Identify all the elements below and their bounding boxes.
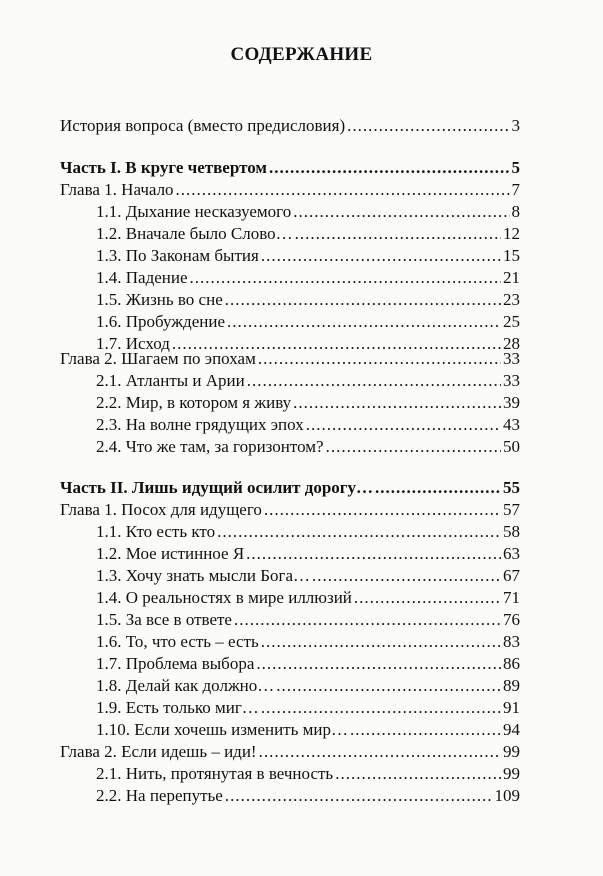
toc-page-number: 50 [503,437,520,456]
dot-leader [225,786,493,806]
dot-leader [246,544,501,564]
dot-leader [293,202,509,222]
toc-entry-label: 1.2. Вначале было Слово… [96,224,293,243]
toc-subentry [96,654,520,674]
toc-entry-label: 1.5. За все в ответе [96,610,232,629]
dot-leader [264,500,501,520]
dot-leader [247,371,501,391]
toc-page-number: 7 [511,180,520,199]
toc-entry-label: 1.5. Жизнь во сне [96,290,223,309]
toc-subentry [96,566,520,586]
dot-leader [293,393,501,413]
toc-entry-label: Глава 2. Если идешь – иди! [60,742,257,761]
toc-entry-label: Часть II. Лишь идущий осилит дорогу… [60,478,374,497]
toc-page-number: 99 [503,764,520,783]
toc-page-number: 67 [503,566,520,585]
toc-page-number: 39 [503,393,520,412]
toc-entry-label: 1.4. О реальностях в мире иллюзий [96,588,352,607]
toc-entry-label: 2.1. Нить, протянутая в вечность [96,764,334,783]
dot-leader [269,158,510,178]
toc-entry [60,180,520,200]
toc-page-number: 23 [503,290,520,309]
toc-entry-label: 1.7. Исход [96,334,170,353]
dot-leader [259,742,501,762]
toc-entry-label: 1.3. Хочу знать мысли Бога… [96,566,311,585]
toc-entry-label: 1.6. Пробуждение [96,312,225,331]
toc-page-number: 28 [503,334,520,353]
toc-page-number: 21 [503,268,520,287]
toc-entry-label: 1.1. Кто есть кто [96,522,216,541]
toc-subentry [96,588,520,608]
dot-leader [335,764,501,784]
dot-leader [306,415,501,435]
toc-page-number: 63 [503,544,520,563]
toc-page-number: 5 [511,158,520,177]
toc-entry-label: 1.1. Дыхание несказуемого [96,202,292,221]
toc-entry-label: 1.9. Есть только миг… [96,698,259,717]
dot-leader [261,698,501,718]
toc-page-number: 3 [511,116,520,135]
dot-leader [295,224,501,244]
toc-page-number: 58 [503,522,520,541]
toc-entry-label: 2.2. Мир, в котором я живу [96,393,292,412]
dot-leader [176,180,510,200]
toc-entry-label: Глава 2. Шагаем по эпохам [60,349,256,368]
toc-entry-label: 1.4. Падение [96,268,188,287]
toc-subentry [96,764,520,784]
dot-leader [190,268,501,288]
toc-entry [60,158,520,178]
page-title: СОДЕРЖАНИЕ [230,44,373,65]
toc-subentry [96,437,520,457]
toc-entry [60,478,520,498]
toc-entry-label: 1.7. Проблема выбора [96,654,255,673]
dot-leader [225,290,501,310]
toc-page-number: 8 [511,202,520,221]
toc-page-number: 86 [503,654,520,673]
toc-entry-label: 2.1. Атланты и Арии [96,371,245,390]
toc-page-number: 83 [503,632,520,651]
dot-leader [375,478,501,498]
toc-page-number: 33 [503,349,520,368]
toc-subentry [96,698,520,718]
toc-entry-label: 2.3. На волне грядущих эпох [96,415,304,434]
dot-leader [326,437,501,457]
dot-leader [258,349,501,369]
toc-subentry [96,202,520,222]
toc-entry [60,742,520,762]
dot-leader [234,610,501,630]
toc-subentry [96,522,520,542]
toc-page-number: 109 [494,786,520,805]
dot-leader [312,566,501,586]
toc-subentry [96,415,520,435]
dot-leader [261,246,501,266]
toc-entry [60,116,520,136]
toc-entry-label: 1.2. Мое истинное Я [96,544,245,563]
toc-entry-label: 1.6. То, что есть – есть [96,632,259,651]
toc-entry-label: 1.8. Делай как должно… [96,676,275,695]
toc-entry-label: Глава 1. Начало [60,180,174,199]
toc-entry-label: 2.4. Что же там, за горизонтом? [96,437,324,456]
toc-entry-label: 1.10. Если хочешь изменить мир… [96,720,348,739]
toc-subentry [96,371,520,391]
toc-page-number: 25 [503,312,520,331]
toc-entry [60,500,520,520]
toc-subentry [96,632,520,652]
dot-leader [354,588,501,608]
toc-entry-label: 2.2. На перепутье [96,786,223,805]
toc-entry-label: История вопроса (вместо предисловия) [60,116,346,135]
dot-leader [261,632,501,652]
toc-page-number: 43 [503,415,520,434]
toc-page-number: 15 [503,246,520,265]
dot-leader [276,676,501,696]
toc-page-number: 91 [503,698,520,717]
toc-subentry [96,720,520,740]
toc-subentry [96,676,520,696]
toc-subentry [96,224,520,244]
toc-subentry [96,312,520,332]
dot-leader [256,654,501,674]
toc-subentry [96,786,520,806]
toc-entry-label: 1.3. По Законам бытия [96,246,259,265]
toc-page-number: 94 [503,720,520,739]
toc-entry-label: Часть I. В круге четвертом [60,158,267,177]
toc-entry-label: Глава 1. Посох для идущего [60,500,262,519]
toc-page-number: 99 [503,742,520,761]
toc-subentry [96,393,520,413]
toc-page-number: 71 [503,588,520,607]
toc-subentry [96,290,520,310]
toc-entry [60,349,520,369]
toc-page-number: 89 [503,676,520,695]
toc-page-number: 12 [503,224,520,243]
toc-subentry [96,610,520,630]
toc-page-number: 55 [503,478,520,497]
dot-leader [347,116,509,136]
toc-subentry [96,268,520,288]
dot-leader [227,312,501,332]
toc-subentry [96,246,520,266]
toc-page-number: 76 [503,610,520,629]
dot-leader [217,522,501,542]
toc-subentry [96,544,520,564]
toc-page-number: 57 [503,500,520,519]
dot-leader [350,720,501,740]
toc-page-number: 33 [503,371,520,390]
